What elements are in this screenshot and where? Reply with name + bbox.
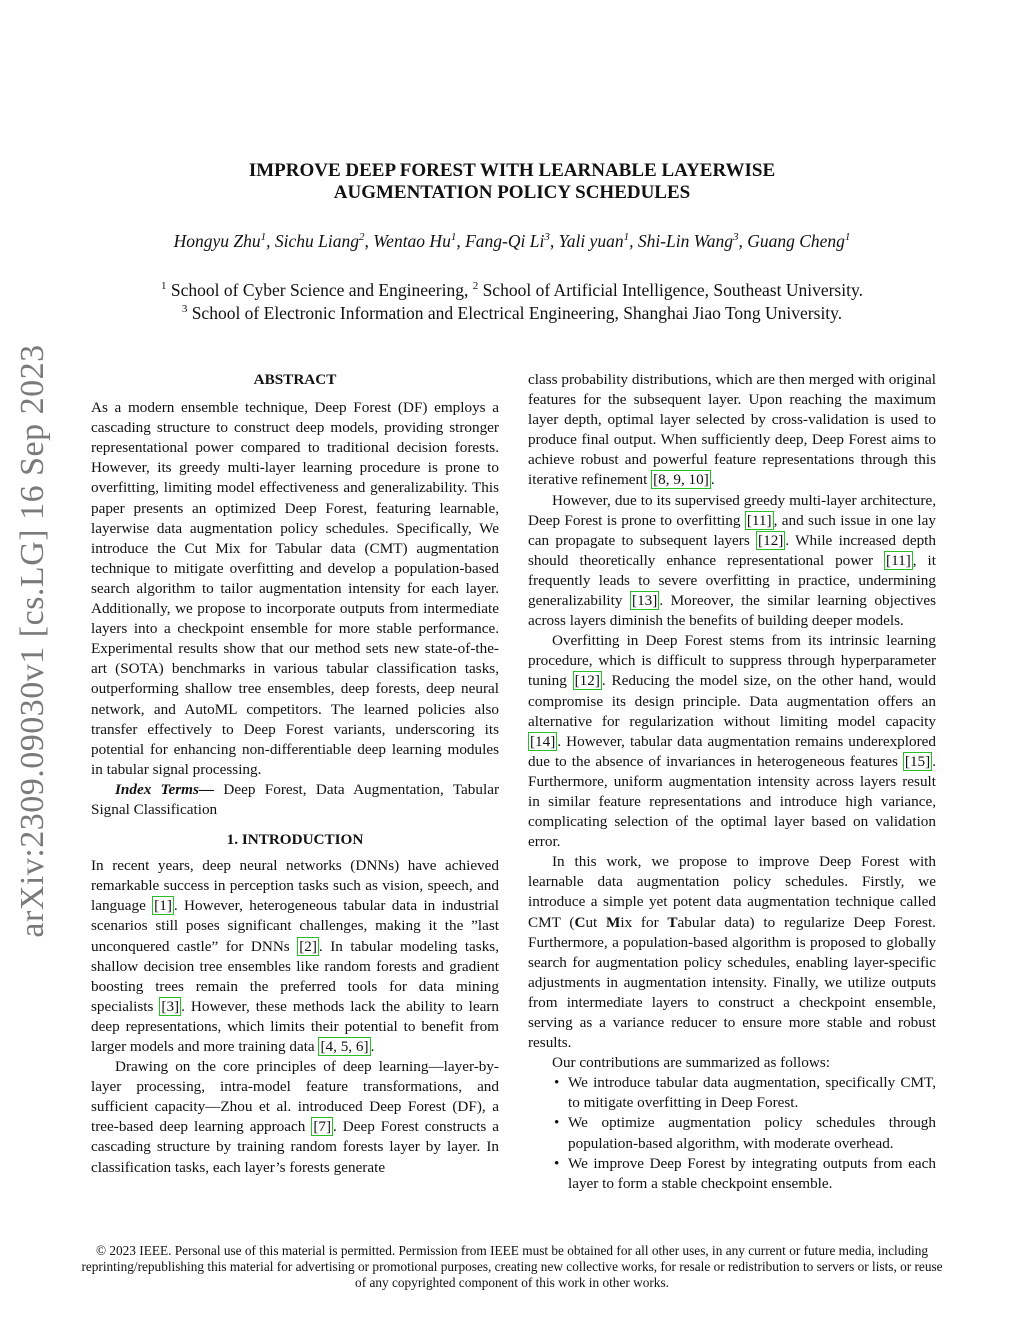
index-terms-label: Index Terms— <box>115 780 215 798</box>
citation-link[interactable]: [7] <box>313 1118 332 1136</box>
intro-paragraph-1: In recent years, deep neural networks (DNNs) have achieved remarkable success in perception tasks such as vision, speech, and language [1] . However, heterogeneous tabular data in industrial scenarios still poses significant challenges, making it the ”last unconquered castle” for DNNs [2] . In tabular modeling tasks, shallow decision tree ensembles like random forests and gradient boosting trees remain the preferred tools for data mining specialists [3] . However, these methods lack the ability to learn deep representations, which limits their potential to benefit from larger models and more training data [4, 5, 6] . <box>91 857 499 1055</box>
author: Wentao Hu <box>373 231 451 251</box>
paper-title <box>0 160 1024 204</box>
author: Shi-Lin Wang <box>637 231 733 251</box>
affil-mark: 3 <box>181 303 188 316</box>
list-item: • We optimize augmentation policy schedules through population-based algorithm, with moderate overhead. <box>568 1113 936 1153</box>
right-paragraph-3: Overfitting in Deep Forest stems from its intrinsic learning procedure, which is difficult to suppress through hyperparameter tuning [12] . Reducing the model size, on the other hand, would compromise its design principle. Data augmentation offers an alternative for regularization without limiting model capacity [14] . However, tabular data augmentation remains underexplored due to the absence of invariances in heterogeneous features [15] . Furthermore, uniform augmentation intensity across layers result in similar feature representations and introduce high variance, complicating selection of the optimal layer based on validation error. <box>528 632 936 851</box>
citation-link[interactable]: [14] <box>530 732 556 750</box>
author-affil-mark: 3 <box>732 231 739 244</box>
affiliation-text: School of Electronic Information and Electrical Engineering, Shanghai Jiao Tong University. <box>187 303 843 323</box>
abstract-body: As a modern ensemble technique, Deep Forest (DF) employs a cascading structure to construct deep models, providing stronger representational power compared to traditional decision forests. However, its greedy multi-layer learning procedure is prone to overfitting, limiting model effectiveness and generalizability. This paper presents an optimized Deep Forest, featuring learnable, layerwise data augmentation policy schedules. Specifically, We introduce the Cut Mix for Tabular data (CMT) augmentation technique to mitigate overfitting and develop a population-based search algorithm to tailor augmentation intensity for each layer. Additionally, we propose to incorporate outputs from intermediate layers into a checkpoint ensemble for more stable performance. Experimental results show that our method sets new state-of-the-art (SOTA) benchmarks in various tabular classification tasks, outperforming shallow tree ensembles, deep forests, deep neural network, and AutoML competitors. The learned policies also transfer effectively to Deep Forest variants, underscoring its potential for enhancing non-differentiable deep learning modules in tabular signal processing. <box>91 399 499 778</box>
author: Sichu Liang <box>274 231 359 251</box>
citation-link[interactable]: [1] <box>154 897 172 915</box>
affil-mark: 1 <box>161 280 167 293</box>
right-paragraph-1: class probability distributions, which are then merged with original features for the subsequent layer. Upon reaching the maximum layer depth, optimal layer selected by cross-validation is used to produce final output. When sufficiently deep, Deep Forest aims to achieve robust and powerful feature representations through this iterative refinement [8, 9, 10] . <box>528 371 936 489</box>
citation-link[interactable]: [11] <box>886 551 911 569</box>
citation-link[interactable]: [11] <box>746 511 772 529</box>
author-list: Hongyu Zhu$^1$, Sichu Liang$^2$, Wentao Hu$^1$, Fang-Qi Li$^3$, Yali yuan$^1$, Shi-Lin Wang$^3$, Guang Cheng$^1$ <box>173 231 851 251</box>
citation-link[interactable]: [15] <box>904 752 931 770</box>
abstract-heading: ABSTRACT <box>253 371 337 388</box>
list-item: • We improve Deep Forest by integrating outputs from each layer to form a stable checkpoint ensemble. <box>568 1154 936 1194</box>
right-column <box>528 370 936 1194</box>
affil-mark: 2 <box>472 280 479 293</box>
author-affil-mark: 1 <box>450 231 457 244</box>
author: Guang Cheng <box>747 231 845 251</box>
intro-paragraph-2: Drawing on the core principles of deep learning—layer-by-layer processing, intra-model feature transformations, and sufficient capacity—Zhou et al. introduced Deep Forest (DF), a tree-based deep learning approach [7] . Deep Forest constructs a cascading structure by training random forests layer by layer. In classification tasks, each layer’s forests generate <box>91 1058 499 1176</box>
right-paragraph-5: Our contributions are summarized as follows: <box>552 1054 830 1072</box>
citation-link[interactable]: [4, 5, 6] <box>320 1038 369 1055</box>
citation-link[interactable]: [12] <box>574 672 600 690</box>
arxiv-identifier: arXiv:2309.09030v1 [cs.LG] 16 Sep 2023 <box>14 344 51 938</box>
author: Hongyu Zhu <box>173 231 261 251</box>
affiliation-text: School of Artificial Intelligence, Southeast University. <box>478 280 863 300</box>
citation-link[interactable]: [2] <box>299 937 317 955</box>
author-affil-mark: 3 <box>544 231 550 244</box>
affiliations <box>0 279 1024 325</box>
author: Fang-Qi Li <box>465 231 545 251</box>
citation-link[interactable]: [3] <box>161 997 180 1015</box>
affiliation-line-2 <box>0 302 1024 325</box>
affiliation-line-1 <box>0 279 1024 302</box>
author: Yali yuan <box>558 231 624 251</box>
author-affil-mark: 1 <box>260 231 267 244</box>
contribution-list <box>528 1073 936 1194</box>
right-paragraph-4: In this work, we propose to improve Deep Forest with learnable data augmentation policy schedules. Firstly, we introduce a simple yet potent data augmentation technique called CMT (Cut Mix for Tabular data) to regularize Deep Forest. Furthermore, a population-based algorithm is proposed to globally search for augmentation policy schedules, enabling layer-specific adjustments in augmentation intensity. Finally, we utilize outputs from intermediate layers to construct a checkpoint ensemble, serving as a variance reducer to ensure more stable and robust results. <box>528 853 936 1052</box>
index-terms-text: Deep Forest, Data Augmentation, Tabular Signal Classification <box>91 780 499 818</box>
citation-link[interactable]: [13] <box>632 592 658 610</box>
author-affil-mark: 1 <box>844 231 851 244</box>
title-line-2: AUGMENTATION POLICY SCHEDULES <box>333 182 691 203</box>
title-line-1: IMPROVE DEEP FOREST WITH LEARNABLE LAYERWISE <box>248 160 776 181</box>
introduction-heading: 1. INTRODUCTION <box>226 831 364 849</box>
copyright-footer: © 2023 IEEE. Personal use of this material is permitted. Permission from IEEE must be obtained for all other uses, in any current or future media, including reprinting/republishing this material for advertising or promotional purposes, creating new collective works, for resale or redistribution to servers or lists, or reuse of any copyrighted component of this work in other works. <box>81 1243 943 1290</box>
citation-link[interactable]: [12] <box>758 531 784 549</box>
citation-link[interactable]: [8, 9, 10] <box>653 471 709 489</box>
right-paragraph-2: However, due to its supervised greedy multi-layer architecture, Deep Forest is prone to overfitting [11] , and such issue in one lay can propagate to subsequent layers [12] . While increased depth should theoretically enhance representational power [11] , it frequently leads to severe overfitting in practice, undermining generalizability [13] . Moreover, the similar learning objectives across layers diminish the benefits of building deeper models. <box>528 491 936 630</box>
left-column <box>91 370 499 1178</box>
author-affil-mark: 1 <box>623 231 630 244</box>
list-item: • We introduce tabular data augmentation, specifically CMT, to mitigate overfitting in Deep Forest. <box>568 1073 936 1113</box>
author-affil-mark: 2 <box>358 231 365 244</box>
index-terms <box>91 780 499 820</box>
affiliation-text: School of Cyber Science and Engineering, <box>166 280 473 300</box>
